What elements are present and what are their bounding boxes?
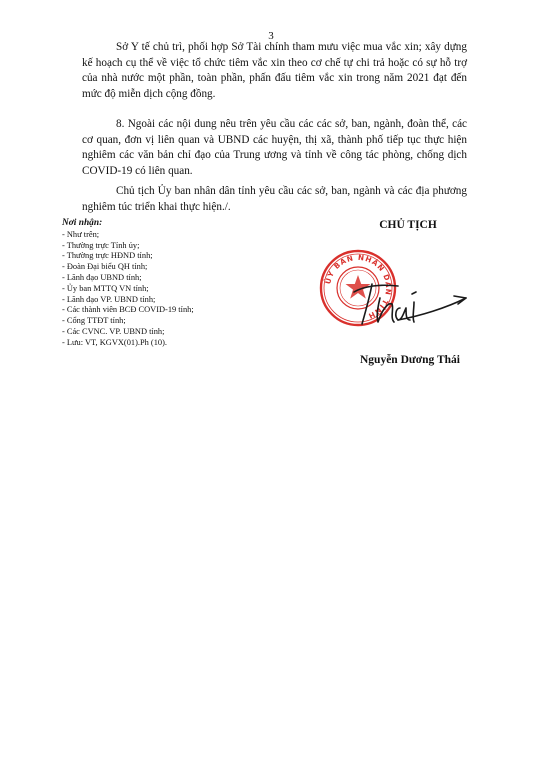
recipients-list <box>62 230 282 349</box>
recipient-item: - Cổng TTĐT tỉnh; <box>62 316 126 326</box>
recipient-item: - Các CVNC. VP. UBND tỉnh; <box>62 326 165 336</box>
handwritten-signature-icon <box>350 272 470 332</box>
recipient-item: - Ủy ban MTTQ VN tỉnh; <box>62 283 149 293</box>
recipient-item: - Lãnh đạo VP. UBND tỉnh; <box>62 294 156 304</box>
recipient-item: - Các thành viên BCĐ COVID-19 tỉnh; <box>62 305 194 315</box>
recipient-item: - Lãnh đạo UBND tỉnh; <box>62 272 142 282</box>
signer-name: Nguyễn Dương Thái <box>360 354 460 366</box>
paragraph-vaccine-procurement: Sở Y tế chủ trì, phối hợp Sở Tài chính tham mưu việc mua vắc xin; xây dựng kế hoạch cụ thể về việc tổ chức tiêm vắc xin theo cơ chế tự chi trả hoặc có sự hỗ trợ của nhà nước một phần, toàn phần, phấn đấu tiêm vắc xin trong năm 2021 đạt đến mức độ miễn dịch cộng đồng. <box>82 41 467 100</box>
recipient-item: - Đoàn Đại biểu QH tỉnh; <box>62 262 148 272</box>
recipient-item: - Thường trực HĐND tỉnh; <box>62 251 153 261</box>
seal-text: ỦY BAN NHÂN DÂN TỈNH <box>323 252 394 321</box>
paragraph-closing-request: Chủ tịch Ủy ban nhân dân tỉnh yêu cầu các sở, ban, ngành và các địa phương nghiêm túc triển khai thực hiện./. <box>82 185 467 213</box>
recipients-block <box>62 218 282 349</box>
recipient-item: - Lưu: VT, KGVX(01).Ph (10). <box>62 337 167 347</box>
page-number: 3 <box>268 30 274 42</box>
signature-title: CHỦ TỊCH <box>379 219 437 231</box>
recipients-heading: Nơi nhận: <box>62 218 103 228</box>
paragraph-item-8: 8. Ngoài các nội dung nêu trên yêu cầu các các sở, ban, ngành, đoàn thể, các cơ quan, đơn vị liên quan và UBND các huyện, thị xã, thành phố tiếp tục thực hiện nghiêm các văn bản chỉ đạo của Trung ương và tỉnh về công tác phòng, chống dịch COVID-19 có liên quan. <box>82 118 467 177</box>
recipient-item: - Như trên; <box>62 229 100 239</box>
recipient-item: - Thường trực Tỉnh ủy; <box>62 240 140 250</box>
